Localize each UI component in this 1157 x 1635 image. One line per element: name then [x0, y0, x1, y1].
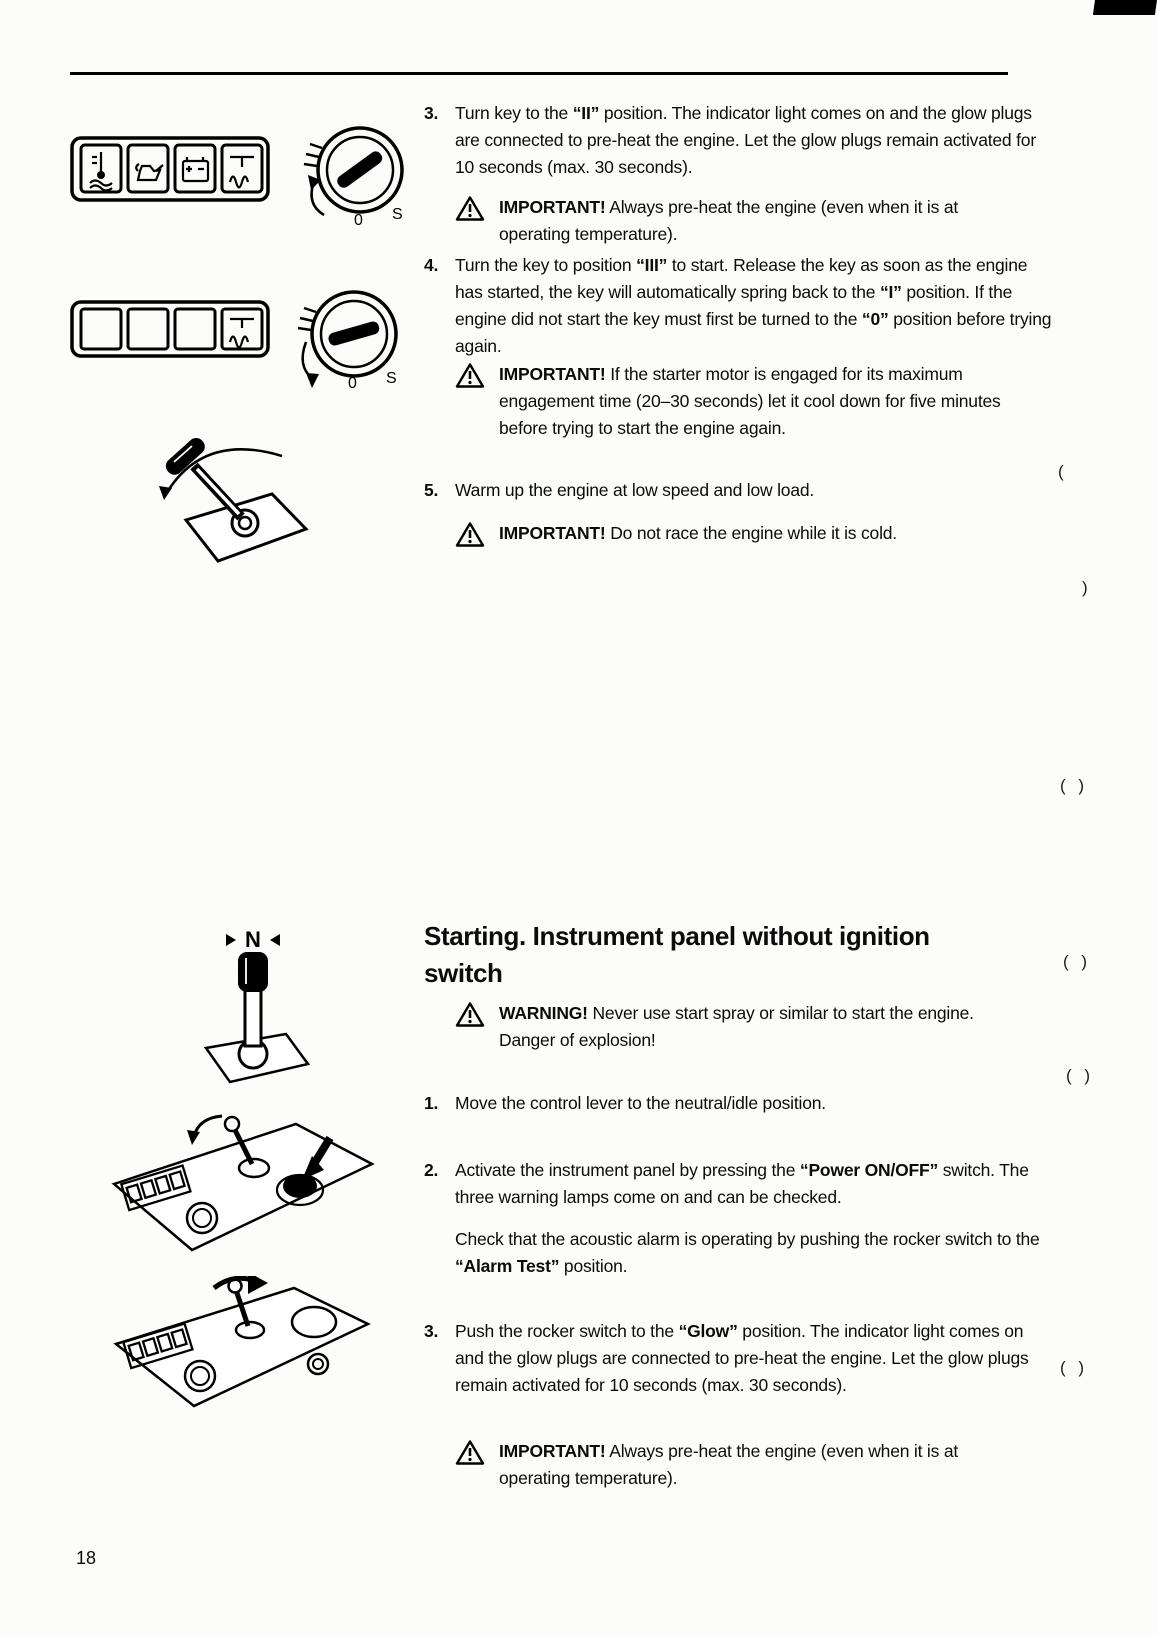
dial-label-0: 0 — [348, 375, 357, 392]
step-text: Warm up the engine at low speed and low load. — [455, 480, 815, 500]
neutral-left-arrow-icon — [226, 934, 236, 946]
note-label: WARNING! — [499, 1003, 588, 1023]
instrument-lamp-panel-plain-illustration — [66, 296, 276, 364]
scan-artifact: ( ) — [1060, 1358, 1089, 1377]
lever-base — [239, 1159, 269, 1177]
lamp-window — [81, 309, 121, 349]
step-text: Turn key to the “II” position. The indicator light comes on and the glow plugs are connected to pre-heat the engine. Let the glow plugs remain activated for 10 seconds (max. 30 seconds). — [455, 103, 1036, 177]
scan-corner-mark — [1093, 0, 1157, 15]
coolant-temperature-icon — [90, 152, 112, 191]
control-lever-illustration — [148, 428, 320, 573]
note-label: IMPORTANT! — [499, 364, 606, 384]
warning-triangle-icon — [455, 1438, 499, 1492]
panel-power-on-illustration — [102, 1110, 387, 1272]
instrument-lamp-panel-illustration — [66, 130, 276, 210]
important-note-1 — [455, 194, 1027, 248]
dial-label-s: S — [386, 370, 397, 387]
scan-artifact: ) — [1082, 578, 1092, 597]
dial-label-0: 0 — [354, 212, 363, 229]
warning-triangle-icon — [455, 1000, 499, 1054]
step-number: 2. — [424, 1160, 439, 1180]
warning-triangle-icon — [455, 520, 499, 548]
warning-triangle-icon — [455, 194, 499, 248]
list-item-step-2 — [424, 1157, 1055, 1211]
list-item-step-3-bottom — [424, 1318, 1055, 1399]
note-text: IMPORTANT! Always pre-heat the engine (even when it is at operating temperature). — [499, 1441, 959, 1488]
lamp-window — [175, 309, 215, 349]
switch-dome — [292, 1307, 336, 1337]
note-label: IMPORTANT! — [499, 197, 606, 217]
list-item-step-3 — [424, 100, 1055, 181]
note-text: IMPORTANT! Always pre-heat the engine (even when it is at operating temperature). — [499, 197, 959, 244]
panel-glow-illustration — [102, 1276, 387, 1428]
top-rule — [70, 72, 1008, 75]
step-number: 1. — [424, 1093, 439, 1113]
turn-arrow — [303, 342, 312, 378]
section-heading-line2: switch — [424, 958, 503, 988]
important-note-4 — [455, 1438, 1027, 1492]
page-number: 18 — [76, 1548, 97, 1568]
step-text: Move the control lever to the neutral/idle position. — [455, 1093, 826, 1113]
key-slot — [335, 149, 385, 190]
neutral-lever-illustration — [188, 926, 318, 1088]
battery-charge-icon — [183, 157, 208, 181]
ignition-switch-dial-start-illustration — [292, 284, 408, 392]
note-label: IMPORTANT! — [499, 523, 606, 543]
step-text: Activate the instrument panel by pressing the “Power ON/OFF” switch. The three warning lamps come on and can be checked. — [455, 1160, 1029, 1207]
scan-artifact: ( ) — [1063, 952, 1092, 971]
turn-arrowhead — [306, 373, 319, 388]
note-label: IMPORTANT! — [499, 1441, 606, 1461]
note-text: IMPORTANT! If the starter motor is engaged for its maximum engagement time (20–30 seconds) let it cool down for five minutes before trying to start the engine again. — [499, 364, 1001, 438]
step-number: 3. — [424, 1321, 439, 1341]
ignition-switch-dial-preheat-illustration — [298, 118, 410, 230]
important-note-3 — [455, 520, 1027, 548]
warning-note — [455, 1000, 1027, 1054]
step-number: 5. — [424, 480, 439, 500]
scan-artifact: ( ) — [1060, 776, 1089, 795]
step-text: Turn the key to position “III” to start. Release the key as soon as the engine has started, the key will automatically spring back to the “I” position. If the engine did not start the key must first be turned to the “0” position before trying again. — [455, 255, 1052, 356]
paragraph-alarm-test: Check that the acoustic alarm is operating by pushing the rocker switch to the “Alarm Test” position. — [455, 1229, 1040, 1276]
section-heading-line1: Starting. Instrument panel without ignition — [424, 921, 930, 951]
dial-label-s: S — [392, 206, 403, 223]
scan-artifact: ( ) — [1066, 1066, 1095, 1085]
note-text: IMPORTANT! Do not race the engine while it is cold. — [499, 523, 897, 543]
power-switch-dome — [283, 1174, 317, 1198]
section-heading — [424, 918, 930, 992]
glow-plug-icon — [230, 157, 254, 188]
neutral-indicator-label: N — [245, 927, 261, 952]
oil-pressure-icon — [136, 164, 163, 180]
list-item-step-5 — [424, 477, 1055, 504]
lamp-window — [128, 309, 168, 349]
list-item-step-4 — [424, 252, 1055, 360]
lever-grip — [238, 952, 268, 992]
key-slot — [327, 320, 381, 347]
small-knob — [308, 1354, 328, 1374]
step-number: 3. — [424, 103, 439, 123]
neutral-right-arrow-icon — [270, 934, 280, 946]
important-note-2 — [455, 361, 1027, 442]
step-text: Push the rocker switch to the “Glow” position. The indicator light comes on and the glow plugs are connected to pre-heat the engine. Let the glow plugs remain activated for 10 seconds (max. 30 seconds). — [455, 1321, 1029, 1395]
note-text: WARNING! Never use start spray or similar to start the engine. Danger of explosion! — [499, 1003, 974, 1050]
list-item-step-1 — [424, 1090, 1055, 1117]
step-number: 4. — [424, 255, 439, 275]
lever-shaft — [245, 988, 261, 1046]
warning-triangle-icon — [455, 361, 499, 442]
scan-artifact: ( — [1058, 462, 1068, 481]
glow-plug-icon — [230, 319, 254, 348]
